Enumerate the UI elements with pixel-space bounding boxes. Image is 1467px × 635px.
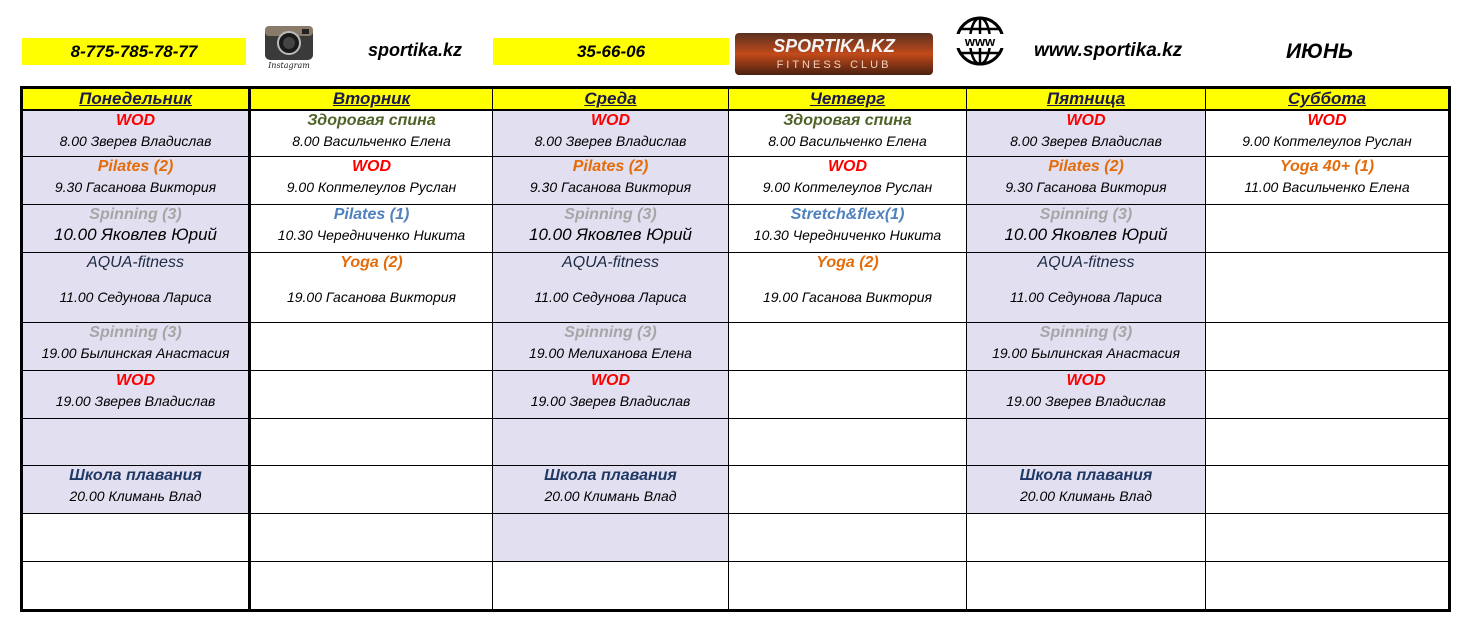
schedule-cell <box>22 465 250 513</box>
class-time-trainer: 19.00 Былинская Анастасия <box>41 344 230 361</box>
class-time-trainer: 9.00 Коптелеулов Руслан <box>1242 133 1412 149</box>
schedule-cell <box>1206 561 1450 610</box>
class-name: WOD <box>115 371 156 389</box>
globe-text: www <box>964 34 996 49</box>
class-name: AQUA-fitness <box>1037 253 1135 271</box>
schedule-cell <box>729 513 967 561</box>
schedule-cell <box>22 513 250 561</box>
schedule-cell <box>729 370 967 418</box>
schedule-cell <box>967 110 1206 156</box>
schedule-cell <box>22 418 250 465</box>
schedule-cell <box>493 370 729 418</box>
schedule-cell <box>729 322 967 370</box>
schedule-cell <box>1206 252 1450 322</box>
class-name: Школа плавания <box>69 466 202 484</box>
schedule-cell <box>250 110 493 156</box>
day-header-wednesday: Среда <box>493 88 729 111</box>
schedule-cell <box>967 156 1206 204</box>
schedule-cell <box>1206 204 1450 252</box>
class-name: WOD <box>590 371 631 389</box>
instagram-label: Instagram <box>268 61 310 70</box>
table-row <box>22 252 1450 322</box>
table-row <box>22 110 1450 156</box>
day-header-thursday: Четверг <box>729 88 967 111</box>
class-name: Yoga (2) <box>816 253 879 271</box>
schedule-cell <box>22 322 250 370</box>
schedule-cell <box>493 418 729 465</box>
schedule-cell <box>22 252 250 322</box>
class-time-trainer: 20.00 Климань Влад <box>544 487 677 504</box>
class-name: WOD <box>351 157 392 175</box>
schedule-cell <box>22 110 250 156</box>
class-name: Spinning (3) <box>1039 323 1133 341</box>
class-name: Здоровая спина <box>783 112 912 129</box>
schedule-cell <box>250 156 493 204</box>
sportika-logo <box>735 33 933 75</box>
schedule-cell <box>250 204 493 252</box>
class-name: Pilates (2) <box>97 157 174 175</box>
phone-city: 35-66-06 <box>493 38 729 65</box>
class-name: Stretch&flex(1) <box>790 205 905 223</box>
logo-subtext: FITNESS CLUB <box>776 59 892 71</box>
class-name: Здоровая спина <box>307 112 436 129</box>
schedule-cell <box>250 370 493 418</box>
schedule-cell <box>250 465 493 513</box>
class-name: Spinning (3) <box>1039 205 1133 223</box>
class-name: Школа плавания <box>1019 466 1153 484</box>
class-name: Spinning (3) <box>89 205 182 223</box>
schedule-cell <box>967 561 1206 610</box>
table-row <box>22 418 1450 465</box>
schedule-cell <box>1206 156 1450 204</box>
schedule-cell <box>1206 322 1450 370</box>
class-name: Spinning (3) <box>564 205 657 223</box>
schedule-cell <box>250 513 493 561</box>
schedule-cell <box>22 370 250 418</box>
class-name: AQUA-fitness <box>562 253 659 271</box>
class-time-trainer: 11.00 Седунова Лариса <box>534 288 687 305</box>
schedule-cell <box>729 204 967 252</box>
website[interactable]: www.sportika.kz <box>1034 40 1183 61</box>
class-time-trainer: 20.00 Климань Влад <box>69 487 202 504</box>
schedule-cell <box>22 561 250 610</box>
schedule-cell <box>729 156 967 204</box>
schedule-cell <box>967 370 1206 418</box>
schedule-cell <box>22 156 250 204</box>
class-time-trainer: 19.00 Гасанова Виктория <box>286 288 457 305</box>
day-header-tuesday: Вторник <box>250 88 493 111</box>
table-row <box>22 465 1450 513</box>
class-name: Pilates (2) <box>572 157 649 175</box>
schedule-cell <box>250 561 493 610</box>
class-time-trainer: 19.00 Зверев Владислав <box>55 392 216 409</box>
class-time-trainer: 10.00 Яковлев Юрий <box>528 224 693 244</box>
class-name: WOD <box>1066 371 1106 389</box>
schedule-cell <box>967 465 1206 513</box>
schedule-cell <box>967 204 1206 252</box>
instagram-icon[interactable] <box>262 24 316 70</box>
schedule-cell <box>22 204 250 252</box>
class-time-trainer: 8.00 Васильченко Елена <box>768 133 927 149</box>
table-row <box>22 204 1450 252</box>
month-title: ИЮНЬ <box>1286 40 1354 63</box>
class-name: WOD <box>115 112 156 129</box>
schedule-cell <box>1206 370 1450 418</box>
schedule-cell <box>967 513 1206 561</box>
class-name: WOD <box>1307 112 1347 129</box>
class-name: Школа плавания <box>544 466 677 484</box>
schedule-table <box>20 86 1451 612</box>
class-name: Yoga (2) <box>340 253 403 271</box>
class-name: WOD <box>1066 112 1106 129</box>
globe-icon[interactable] <box>954 15 1006 67</box>
schedule-cell <box>1206 513 1450 561</box>
day-header-friday: Пятница <box>967 88 1206 111</box>
schedule-cell <box>250 418 493 465</box>
schedule-cell <box>493 465 729 513</box>
schedule-cell <box>729 110 967 156</box>
class-time-trainer: 11.00 Седунова Лариса <box>59 288 212 305</box>
class-name: WOD <box>590 112 631 129</box>
day-header-monday: Понедельник <box>22 88 250 111</box>
phone-mobile: 8-775-785-78-77 <box>22 38 246 65</box>
class-time-trainer: 9.00 Коптелеулов Руслан <box>286 178 457 195</box>
class-time-trainer: 10.00 Яковлев Юрий <box>53 224 218 244</box>
class-time-trainer: 9.30 Гасанова Виктория <box>1005 178 1167 195</box>
class-name: Pilates (2) <box>1048 157 1124 175</box>
table-row <box>22 156 1450 204</box>
day-header-row <box>22 88 1450 111</box>
class-name: WOD <box>827 157 868 175</box>
class-name: Spinning (3) <box>564 323 657 341</box>
schedule-cell <box>250 322 493 370</box>
schedule-cell <box>493 110 729 156</box>
schedule-cell <box>729 465 967 513</box>
table-row <box>22 370 1450 418</box>
class-time-trainer: 10.30 Чередниченко Никита <box>277 226 466 243</box>
schedule-cell <box>1206 110 1450 156</box>
schedule-cell <box>493 322 729 370</box>
class-time-trainer: 19.00 Мелиханова Елена <box>529 344 692 361</box>
logo-text: SPORTIKA.KZ <box>773 36 895 56</box>
schedule-cell <box>250 252 493 322</box>
schedule-cell <box>493 513 729 561</box>
schedule-cell <box>493 561 729 610</box>
class-time-trainer: 19.00 Зверев Владислав <box>530 392 691 409</box>
schedule-cell <box>729 418 967 465</box>
day-header-saturday: Суббота <box>1206 88 1450 111</box>
schedule-cell <box>967 322 1206 370</box>
schedule-cell <box>1206 418 1450 465</box>
class-time-trainer: 11.00 Седунова Лариса <box>1009 288 1163 305</box>
class-time-trainer: 19.00 Гасанова Виктория <box>762 288 933 305</box>
class-name: AQUA-fitness <box>87 253 184 271</box>
class-name: Pilates (1) <box>333 205 410 223</box>
class-time-trainer: 8.00 Зверев Владислав <box>1010 133 1162 149</box>
class-time-trainer: 10.00 Яковлев Юрий <box>1004 224 1168 244</box>
class-time-trainer: 8.00 Васильченко Елена <box>292 133 451 149</box>
class-time-trainer: 9.30 Гасанова Виктория <box>54 178 217 195</box>
schedule-cell <box>967 418 1206 465</box>
class-time-trainer: 19.00 Былинская Анастасия <box>992 344 1180 361</box>
schedule-cell <box>493 204 729 252</box>
class-time-trainer: 8.00 Зверев Владислав <box>59 133 212 149</box>
class-name: Spinning (3) <box>89 323 182 341</box>
table-row <box>22 513 1450 561</box>
schedule-cell <box>493 156 729 204</box>
class-time-trainer: 20.00 Климань Влад <box>1020 487 1152 504</box>
schedule-cell <box>1206 465 1450 513</box>
class-time-trainer: 9.00 Коптелеулов Руслан <box>762 178 933 195</box>
schedule-cell <box>729 252 967 322</box>
schedule-cell <box>967 252 1206 322</box>
instagram-handle[interactable]: sportika.kz <box>368 40 463 60</box>
class-name: Yoga 40+ (1) <box>1279 157 1375 175</box>
class-time-trainer: 10.30 Чередниченко Никита <box>753 226 942 243</box>
schedule-cell <box>729 561 967 610</box>
table-row <box>22 322 1450 370</box>
table-row <box>22 561 1450 610</box>
class-time-trainer: 11.00 Васильченко Елена <box>1244 178 1410 195</box>
schedule-cell <box>493 252 729 322</box>
schedule-body <box>22 110 1450 610</box>
class-time-trainer: 9.30 Гасанова Виктория <box>529 178 692 195</box>
class-time-trainer: 19.00 Зверев Владислав <box>1006 392 1166 409</box>
class-time-trainer: 8.00 Зверев Владислав <box>534 133 687 149</box>
